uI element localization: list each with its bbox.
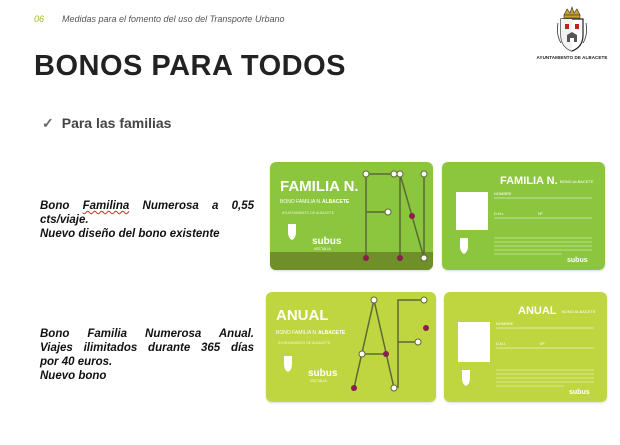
card-anual-back (444, 292, 607, 402)
anual-front-brand: subus (308, 368, 338, 379)
anual-front-title: ANUAL (276, 307, 329, 324)
anual-back-title: ANUAL (518, 305, 557, 317)
familia-back-field-dni: D.N.I. (494, 211, 505, 216)
familia-back-tag: BONO ALBACETE (560, 179, 594, 184)
anual-back-field-name: NOMBRE (496, 321, 514, 326)
header-subtitle: Medidas para el fomento del uso del Transporte Urbano (62, 14, 285, 24)
photo-box (458, 322, 490, 362)
anual-back-field-dni: D.N.I. (496, 341, 507, 346)
familia-back-field-num: Nº (538, 211, 543, 216)
photo-box (456, 192, 488, 230)
bono-familia-description (40, 199, 254, 241)
coat-of-arms-icon (555, 5, 589, 53)
bono2-line2: Viajes ilimitados durante 365 días (40, 342, 254, 354)
familia-front-title: FAMILIA N. (280, 178, 359, 195)
bono2-line1: Bono Familia Numerosa Anual. (40, 328, 254, 340)
familia-front-subtitle: BONO FAMILIA N. (280, 199, 322, 205)
bono2-line3: por 40 euros. (40, 356, 113, 368)
familia-front-brand-sub: VECTALIA (314, 247, 331, 251)
familia-front-city: ALBACETE (322, 199, 350, 205)
section-heading (42, 115, 171, 132)
anual-back-brand: subus (569, 389, 590, 396)
bono1-line1: Bono Familina Numerosa a 0,55 (40, 200, 255, 212)
familia-back-title: FAMILIA N. (500, 175, 558, 187)
card-familia-back (442, 162, 605, 270)
anual-front-subtitle: BONO FAMILIA N. (276, 330, 318, 336)
anual-back-field-num: Nº (540, 341, 545, 346)
bono1-line3: Nuevo diseño del bono existente (40, 228, 220, 240)
section-label: Para las familias (61, 115, 172, 131)
anual-front-brand-sub: VECTALIA (310, 379, 327, 383)
slide-number: 06 (34, 14, 45, 24)
familia-back-brand: subus (567, 257, 588, 264)
bono1-line2: cts/viaje. (40, 214, 89, 226)
familia-back-field-name: NOMBRE (494, 191, 512, 196)
card-anual-front (266, 292, 436, 402)
familia-front-brand: subus (312, 236, 342, 247)
card-familia-front (270, 162, 433, 270)
anual-front-org: AYUNTAMIENTO DE ALBACETE (278, 341, 331, 345)
bono-anual-description (40, 327, 254, 383)
logo-label: AYUNTAMIENTO DE ALBACETE (536, 55, 608, 60)
anual-back-tag: BONO ALBACETE (562, 309, 596, 314)
checkmark-icon: ✓ (42, 115, 54, 131)
bono2-line4: Nuevo bono (40, 370, 107, 382)
page-title: BONOS PARA TODOS (34, 50, 346, 82)
familia-front-org: AYUNTAMIENTO DE ALBACETE (282, 211, 335, 215)
anual-front-city: ALBACETE (318, 330, 346, 336)
